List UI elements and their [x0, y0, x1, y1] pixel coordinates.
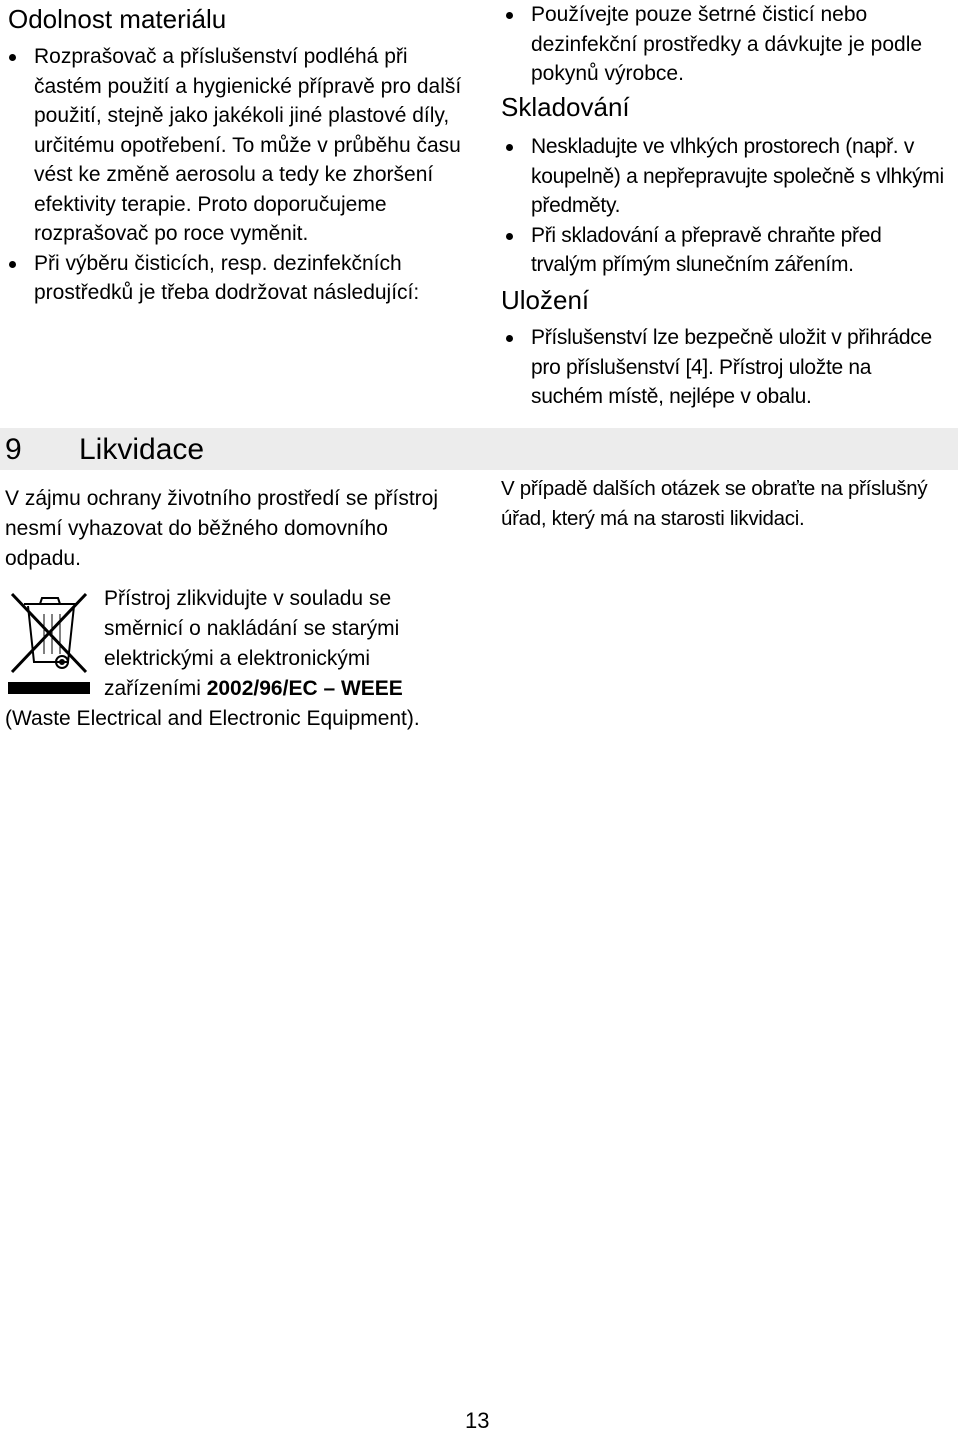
section-title: Likvidace [79, 433, 205, 466]
list-item: Rozprašovač a příslušenství podléhá při častém použití a hygienické přípravě pro další použití, stejně jako jakékoli jiné plastové díly, určitému opotřebení. To může v průběhu času vést ke změně aerosolu a tedy ke zhoršení efektivity terapie. Proto doporučujeme rozprašovač po roce vyměnit. [8, 42, 466, 249]
list-item: Neskladujte ve vlhkých prostorech (např. v koupelně) a nepřepravujte společně s vlhkými předměty. [505, 132, 945, 221]
weee-paragraph-part [104, 584, 456, 704]
storage-list [505, 132, 945, 280]
crossed-out-wheelie-bin-icon [6, 588, 92, 696]
cleaning-list [505, 0, 945, 89]
resistance-list [8, 42, 466, 308]
authority-paragraph: V případě dalších otázek se obraťte na příslušný úřad, který má na starosti likvidaci. [501, 477, 928, 530]
list-item: Při skladování a přepravě chraňte před trvalým přímým slunečním zářením. [505, 221, 945, 280]
list-item: Používejte pouze šetrné čisticí nebo dezinfekční prostředky a dávkujte je podle pokynů výrobce. [505, 0, 945, 89]
weee-paragraph-continued: (Waste Electrical and Electronic Equipment). [5, 707, 420, 730]
heading-material-resistance: Odolnost materiálu [8, 4, 227, 34]
list-item: Při výběru čisticích, resp. dezinfekčních prostředků je třeba dodržovat následující: [8, 249, 466, 308]
heading-placement: Uložení [501, 285, 590, 315]
list-item: Příslušenství lze bezpečně uložit v přihrádce pro příslušenství [4]. Přístroj uložte na suchém místě, nejlépe v obalu. [505, 323, 945, 412]
section-number: 9 [5, 433, 22, 466]
placement-list [505, 323, 945, 412]
disposal-paragraph: V zájmu ochrany životního prostředí se přístroj nesmí vyhazovat do běžného domovního odpadu. [5, 487, 439, 570]
weee-directive: 2002/96/EC – WEEE [206, 677, 403, 700]
page-number: 13 [465, 1408, 490, 1433]
heading-storage: Skladování [501, 92, 630, 122]
weee-text: Přístroj zlikvidujte v souladu se směrnicí o nakládání se starými elektrickými a elektronickými zařízeními [104, 587, 400, 700]
